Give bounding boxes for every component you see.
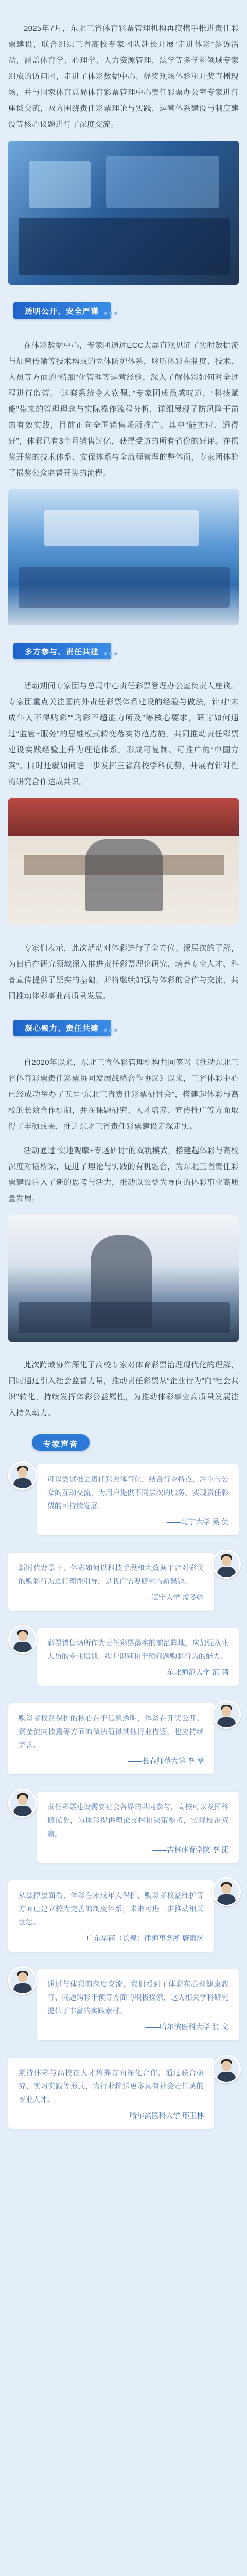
expert-quote-3: [8, 1628, 239, 1686]
expert-quote-2: [8, 1553, 239, 1611]
photo-meeting: [8, 798, 239, 925]
expert-quote-4: [8, 1703, 239, 1774]
expert-quote-6: [8, 1880, 239, 1952]
expert-avatar-icon: [212, 1877, 241, 1906]
section-body-2: [8, 678, 239, 790]
section-2-paragraph-2: 专家们表示，此次活动对体彩进行了全方位、深层次的了解，为日后在研究领域深入推进责任彩票理论研究、培养专业人才、科普宣传提供了坚实的基础，并将继续加强与体彩的合作与交流，共同推动体彩事业高质量发展。: [8, 944, 239, 1001]
section-3-paragraph-2: 活动通过“实地观摩+专题研讨”的双轨模式，搭建起体彩与高校深度对话桥梁，促进了理论与实践的有机融合，为东北三省责任彩票建设注入了新的思考与活力，推动以公益为导向的体彩事业高质量发展。: [8, 1146, 239, 1203]
quote-card: [8, 1553, 214, 1611]
quote-signature: ——辽宁大学 吴 优: [167, 1518, 228, 1526]
decorative-dots: [104, 308, 125, 313]
photo-group-banner: [8, 489, 239, 625]
quote-card: [37, 1628, 239, 1686]
section-header-3: [13, 1018, 239, 1040]
section-3-paragraph-1: 自2020年以来，东北三省体彩管理机构共同签署《推动东北三省体育彩票责任彩票协同发展战略合作协议》以来，三省体彩中心已经成功举办了五届“东北三省责任彩票研讨会”，搭建起体彩与高校的长效合作机制，并在课题研究、人才培养、宣传推广等方面取得了丰硕成果，推进东北三省责任彩票建设走深走实。: [8, 1058, 239, 1131]
expert-avatar-icon: [8, 1789, 37, 1818]
intro-paragraph: 2025年7月，东北三省体育彩票管理机构再度携手推进责任彩票建设，联合组织三省高校专家团队赴长开展“走进体彩”参访活动，涵盖体育学、心理学、人力资源管理、法学等多学科领域专家组成的访问团，走进了体彩数据中心、摇奖现场体验和开奖直播现场，并与国家体育总局体育彩票管理中心责任彩票办公室专家进行座谈交流，双方围绕责任彩票理论与实践、运营体系建设与制度建设等核心议题进行了深度交流。: [8, 24, 239, 129]
expert-voices-banner: [32, 1434, 94, 1452]
section-body-1: [8, 337, 239, 481]
expert-quote-5: [8, 1792, 239, 1863]
quote-card: [37, 1792, 239, 1863]
quote-card: [8, 1703, 214, 1774]
quote-signature: ——长春师范大学 李 博: [128, 1757, 204, 1765]
section-body-2b: [8, 940, 239, 1004]
quote-text: 从法律层面看，体彩在未成年人保护、购彩者权益维护等方面已建立较为完善的制度体系，未来可进一步推动相关立法。: [19, 1891, 204, 1926]
expert-avatar-icon: [8, 1966, 37, 1995]
photo-speaker: [8, 1215, 239, 1342]
section-2-paragraph-1: 活动期间专家团与总局中心责任彩票管理办公室负责人座谈。专家团重点关注国内外责任彩票体系建设的经验与做法，针对“未成年人不得购彩”“购彩不超能力所及”等核心要求，研讨如何通过“监管+服务”的思维模式转变落实防范措施，共同推动责任彩票建设实践经验上升为理论体系，形成可复制、可推广的“中国方案”。同时还就如何进一步发挥三省高校学科优势，开展有针对性的研究合作达成共识。: [8, 682, 239, 786]
quote-card: [8, 1880, 214, 1952]
article-content: [8, 21, 239, 2177]
expert-avatar-icon: [8, 1625, 37, 1654]
quote-text: 责任彩票建设需要社会各界的共同参与，高校可以发挥科研优势，为体彩提供理论支撑和决策参考，实现校企双赢。: [47, 1803, 228, 1838]
quote-text: 彩票销售场所作为责任彩票落实的前沿阵地，应加强从业人员的专业培训，提升识别和干预问题购彩行为的能力。: [47, 1639, 228, 1660]
section-header-1: [13, 300, 239, 323]
decorative-dots: [104, 649, 125, 654]
photo-group-visit: [8, 141, 239, 285]
quote-signature: ——吉林体育学院 李 捷: [152, 1845, 228, 1854]
quote-card: [37, 1464, 239, 1535]
section-title-1: 透明公开、安全严谨: [25, 307, 99, 316]
quote-text: 新时代背景下，体彩如何以科技手段和大数据平台对彩民的购彩行为进行理性引导，是我们需要研究的新课题。: [19, 1564, 204, 1585]
quote-text: 可以尝试推进责任彩票体育化，结合行业特点，注重与公众的互动交流，为用户提供不同层次的服务，实现责任彩票的可持续发展。: [47, 1475, 228, 1510]
expert-quote-1: [8, 1464, 239, 1535]
expert-avatar-icon: [212, 2055, 241, 2083]
decorative-dots: [104, 1025, 125, 1030]
footer-spacer: [8, 2146, 239, 2177]
expert-avatar-icon: [212, 1550, 241, 1579]
section-1-paragraph-1: 在体彩数据中心，专家团通过ECC大屏直观见证了实时数据流与加密传输等技术构成的立体防护体系，聆听体彩在制度、技术、人员等方面的“精细”化管理等运营经验，深入了解体彩如何对全过程进行监管。“这套系统令人钦佩，”专家团成员感叹道，“科技赋能”带来的管理理念与实际操作流程分析，详细展现了防风险于前的有效实践，目前正向全国销售场所推广。其中“能实时、通得好”，体彩已有3个月销售过亿，获得受访的所有省份的好评。在摇奖开奖的技术体系、安保体系与全流程管理的整体面，专家团体验了摇奖公众监督开奖的流程。: [8, 341, 239, 478]
quote-text: 期待体彩与高校在人才培养方面深化合作，通过联合研究、实习实践等形式，为行业输送更多具有社会责任感的专业人才。: [19, 2069, 204, 2104]
quote-card: [8, 2058, 214, 2129]
expert-avatar-icon: [8, 1461, 37, 1490]
expert-voices-title: 专家声音: [43, 1440, 78, 1449]
quote-text: 购彩者权益保护的核心在于信息透明，体彩在开奖公开、资金流向披露等方面的做法值得其他行业借鉴，也应持续完善。: [19, 1714, 204, 1749]
quote-signature: ——东北师范大学 范 鹏: [152, 1668, 228, 1676]
quote-signature: ——哈尔滨医科大学 张 文: [145, 2023, 228, 2031]
quote-signature: ——广东华商（长春）律师事务所 唐雨涵: [72, 1934, 204, 1942]
expert-avatar-icon: [212, 1700, 241, 1729]
expert-quote-8: [8, 2058, 239, 2129]
quote-signature: ——哈尔滨医科大学 邢玉林: [115, 2111, 204, 2120]
section-body-3: [8, 1055, 239, 1207]
quote-signature: ——辽宁大学 孟冬妮: [137, 1593, 204, 1601]
section-title-2: 多方参与、责任共建: [25, 648, 99, 656]
quote-card: [37, 1969, 239, 2040]
section-title-3: 凝心聚力、责任共建: [25, 1024, 99, 1033]
section-body-3b: [8, 1357, 239, 1421]
section-header-2: [13, 641, 239, 664]
expert-quote-7: [8, 1969, 239, 2040]
section-3-paragraph-3: 此次跨域协作深化了高校专家对体育彩票治理现代化的理解，同时通过引入社会监督力量，推动责任彩票从“企业行为”向“社会共识”转化，持续发挥体彩公益属性，为推动体彩事业高质量发展注入持久动力。: [8, 1361, 239, 1417]
quote-text: 通过与体彩的深度交流，我们看到了体彩在心理健康教育、问题购彩干预等方面的积极探索，这为相关学科研究提供了丰富的实践素材。: [47, 1980, 228, 2015]
